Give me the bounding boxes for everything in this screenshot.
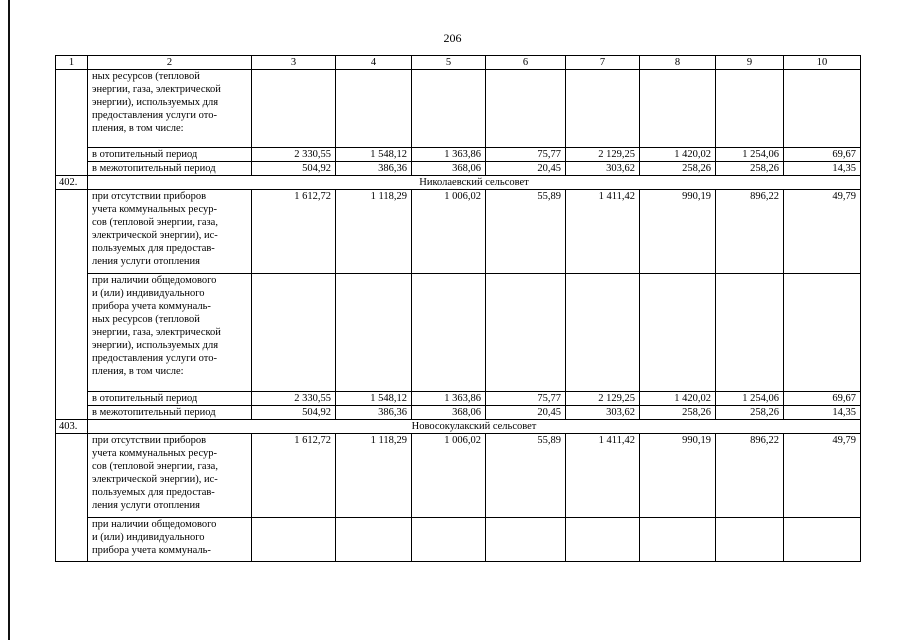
value-cell: 1 254,06 xyxy=(716,392,784,406)
value-cell: 55,89 xyxy=(486,434,566,518)
row-description: при отсутствии приборов учета коммунальных ресур- сов (тепловой энергии, газа, электрической энергии), ис- пользуемых для предостав- ления услуги отопления xyxy=(88,434,252,518)
table-row xyxy=(56,148,861,162)
row-index-cell xyxy=(56,190,88,420)
row-description: при наличии общедомового и (или) индивидуального прибора учета коммуналь- ных ресурсов (тепловой энергии, газа, электрической энергии), используемых для предоставления услуги ото- пления, в том числе: xyxy=(88,274,252,392)
row-description: при наличии общедомового и (или) индивидуального прибора учета коммуналь- xyxy=(88,518,252,562)
value-cell: 1 363,86 xyxy=(412,148,486,162)
col-number: 5 xyxy=(412,56,486,70)
value-cell: 1 254,06 xyxy=(716,148,784,162)
tariff-table xyxy=(55,55,861,562)
section-name: Новосокулакский сельсовет xyxy=(88,420,861,434)
value-cell: 1 411,42 xyxy=(566,190,640,274)
value-cell: 1 118,29 xyxy=(336,434,412,518)
value-cell: 2 129,25 xyxy=(566,392,640,406)
value-cell: 1 363,86 xyxy=(412,392,486,406)
col-number: 3 xyxy=(252,56,336,70)
value-cell: 386,36 xyxy=(336,162,412,176)
value-cell: 2 330,55 xyxy=(252,148,336,162)
section-number: 402. xyxy=(56,176,88,190)
table-row xyxy=(56,518,861,562)
table-row xyxy=(56,434,861,518)
value-cell: 1 006,02 xyxy=(412,190,486,274)
row-label: в отопительный период xyxy=(88,148,252,162)
value-cell: 1 420,02 xyxy=(640,392,716,406)
value-cell: 258,26 xyxy=(640,406,716,420)
value-cell: 896,22 xyxy=(716,190,784,274)
row-label: в межотопительный период xyxy=(88,162,252,176)
col-number: 8 xyxy=(640,56,716,70)
row-description: ных ресурсов (тепловой энергии, газа, электрической энергии), используемых для предоставления услуги ото- пления, в том числе: xyxy=(88,70,252,148)
value-cell: 20,45 xyxy=(486,162,566,176)
col-number: 9 xyxy=(716,56,784,70)
binding-edge-line xyxy=(8,0,10,640)
col-number: 7 xyxy=(566,56,640,70)
value-cell: 896,22 xyxy=(716,434,784,518)
value-cell: 1 612,72 xyxy=(252,434,336,518)
value-cell: 49,79 xyxy=(784,190,861,274)
value-cell: 303,62 xyxy=(566,162,640,176)
column-number-row xyxy=(56,56,861,70)
value-cell: 258,26 xyxy=(716,406,784,420)
value-cell: 990,19 xyxy=(640,190,716,274)
value-cell: 368,06 xyxy=(412,162,486,176)
value-cell: 14,35 xyxy=(784,162,861,176)
value-cell: 69,67 xyxy=(784,392,861,406)
value-cell: 504,92 xyxy=(252,162,336,176)
value-cell: 20,45 xyxy=(486,406,566,420)
page-number: 206 xyxy=(443,31,462,45)
col-number: 4 xyxy=(336,56,412,70)
value-cell: 75,77 xyxy=(486,392,566,406)
value-cell: 1 411,42 xyxy=(566,434,640,518)
section-name: Николаевский сельсовет xyxy=(88,176,861,190)
col-number: 10 xyxy=(784,56,861,70)
table-row xyxy=(56,274,861,392)
value-cell: 2 330,55 xyxy=(252,392,336,406)
section-number: 403. xyxy=(56,420,88,434)
col-number: 6 xyxy=(486,56,566,70)
table-row xyxy=(56,406,861,420)
table-row xyxy=(56,190,861,274)
value-cell: 1 548,12 xyxy=(336,148,412,162)
row-label: в отопительный период xyxy=(88,392,252,406)
value-cell: 303,62 xyxy=(566,406,640,420)
row-index-cell xyxy=(56,70,88,176)
section-header-row xyxy=(56,176,861,190)
col-number: 2 xyxy=(88,56,252,70)
value-cell: 1 420,02 xyxy=(640,148,716,162)
value-cell: 14,35 xyxy=(784,406,861,420)
section-header-row xyxy=(56,420,861,434)
value-cell: 75,77 xyxy=(486,148,566,162)
value-cell: 1 548,12 xyxy=(336,392,412,406)
value-cell: 258,26 xyxy=(716,162,784,176)
value-cell: 258,26 xyxy=(640,162,716,176)
value-cell: 368,06 xyxy=(412,406,486,420)
col-number: 1 xyxy=(56,56,88,70)
row-description: при отсутствии приборов учета коммунальных ресур- сов (тепловой энергии, газа, электрической энергии), ис- пользуемых для предостав- ления услуги отопления xyxy=(88,190,252,274)
table-row xyxy=(56,162,861,176)
table-row xyxy=(56,70,861,148)
value-cell: 1 612,72 xyxy=(252,190,336,274)
value-cell: 49,79 xyxy=(784,434,861,518)
value-cell: 1 006,02 xyxy=(412,434,486,518)
value-cell: 1 118,29 xyxy=(336,190,412,274)
value-cell: 69,67 xyxy=(784,148,861,162)
value-cell: 504,92 xyxy=(252,406,336,420)
row-index-cell xyxy=(56,434,88,562)
value-cell: 2 129,25 xyxy=(566,148,640,162)
value-cell: 990,19 xyxy=(640,434,716,518)
row-label: в межотопительный период xyxy=(88,406,252,420)
value-cell: 55,89 xyxy=(486,190,566,274)
value-cell: 386,36 xyxy=(336,406,412,420)
table-row xyxy=(56,392,861,406)
